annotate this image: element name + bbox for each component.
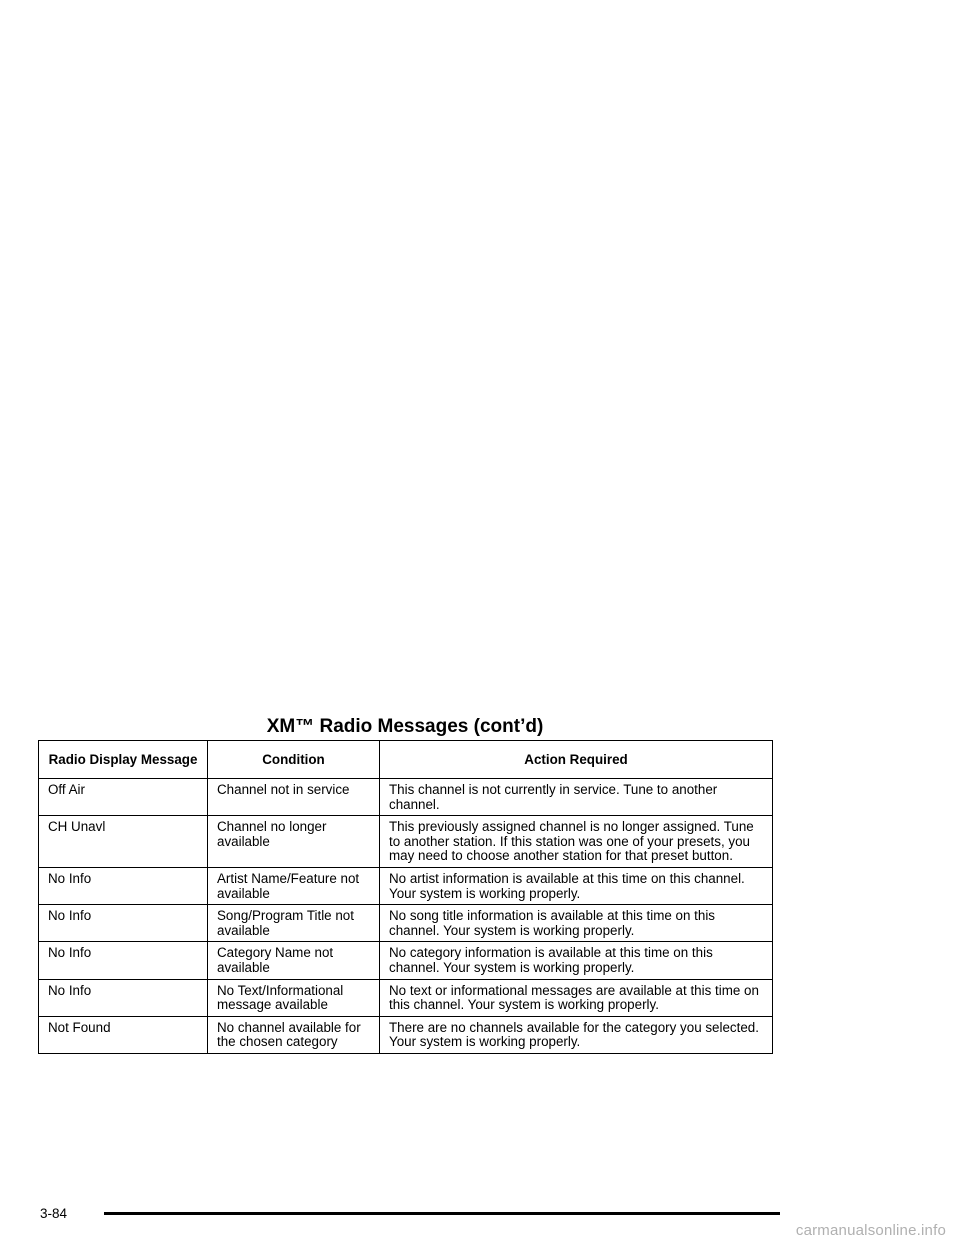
table-row [39,942,773,979]
footer-rule [104,1212,780,1215]
cell-action: This channel is not currently in service. Tune to another channel. [380,779,773,816]
cell-action: No category information is available at this time on this channel. Your system is working properly. [380,942,773,979]
radio-messages-table [38,740,773,1054]
header-condition: Condition [208,741,380,779]
cell-message: CH Unavl [39,816,208,868]
cell-condition: Channel not in service [208,779,380,816]
cell-message: No Info [39,905,208,942]
cell-condition: Song/Program Title not available [208,905,380,942]
cell-action: There are no channels available for the category you selected. Your system is working properly. [380,1016,773,1053]
cell-condition: Artist Name/Feature not available [208,867,380,904]
cell-action: No song title information is available at this time on this channel. Your system is working properly. [380,905,773,942]
watermark: carmanualsonline.info [795,1222,946,1239]
header-action-required: Action Required [380,741,773,779]
page-title: XM™ Radio Messages (cont’d) [266,716,544,737]
cell-condition: Category Name not available [208,942,380,979]
cell-action: This previously assigned channel is no longer assigned. Tune to another station. If this station was one of your presets, you may need to choose another station for that preset button. [380,816,773,868]
cell-message: No Info [39,867,208,904]
cell-message: Off Air [39,779,208,816]
cell-action: No artist information is available at this time on this channel. Your system is working properly. [380,867,773,904]
cell-message: Not Found [39,1016,208,1053]
cell-condition: No Text/Informational message available [208,979,380,1016]
table-row [39,779,773,816]
table-row [39,1016,773,1053]
cell-condition: No channel available for the chosen category [208,1016,380,1053]
table-row [39,979,773,1016]
cell-message: No Info [39,942,208,979]
header-radio-display-message: Radio Display Message [39,741,208,779]
table-row [39,867,773,904]
cell-message: No Info [39,979,208,1016]
table-header-row [39,741,773,779]
page-number: 3-84 [40,1206,68,1221]
table-row [39,905,773,942]
cell-action: No text or informational messages are available at this time on this channel. Your system is working properly. [380,979,773,1016]
table-row [39,816,773,868]
cell-condition: Channel no longer available [208,816,380,868]
